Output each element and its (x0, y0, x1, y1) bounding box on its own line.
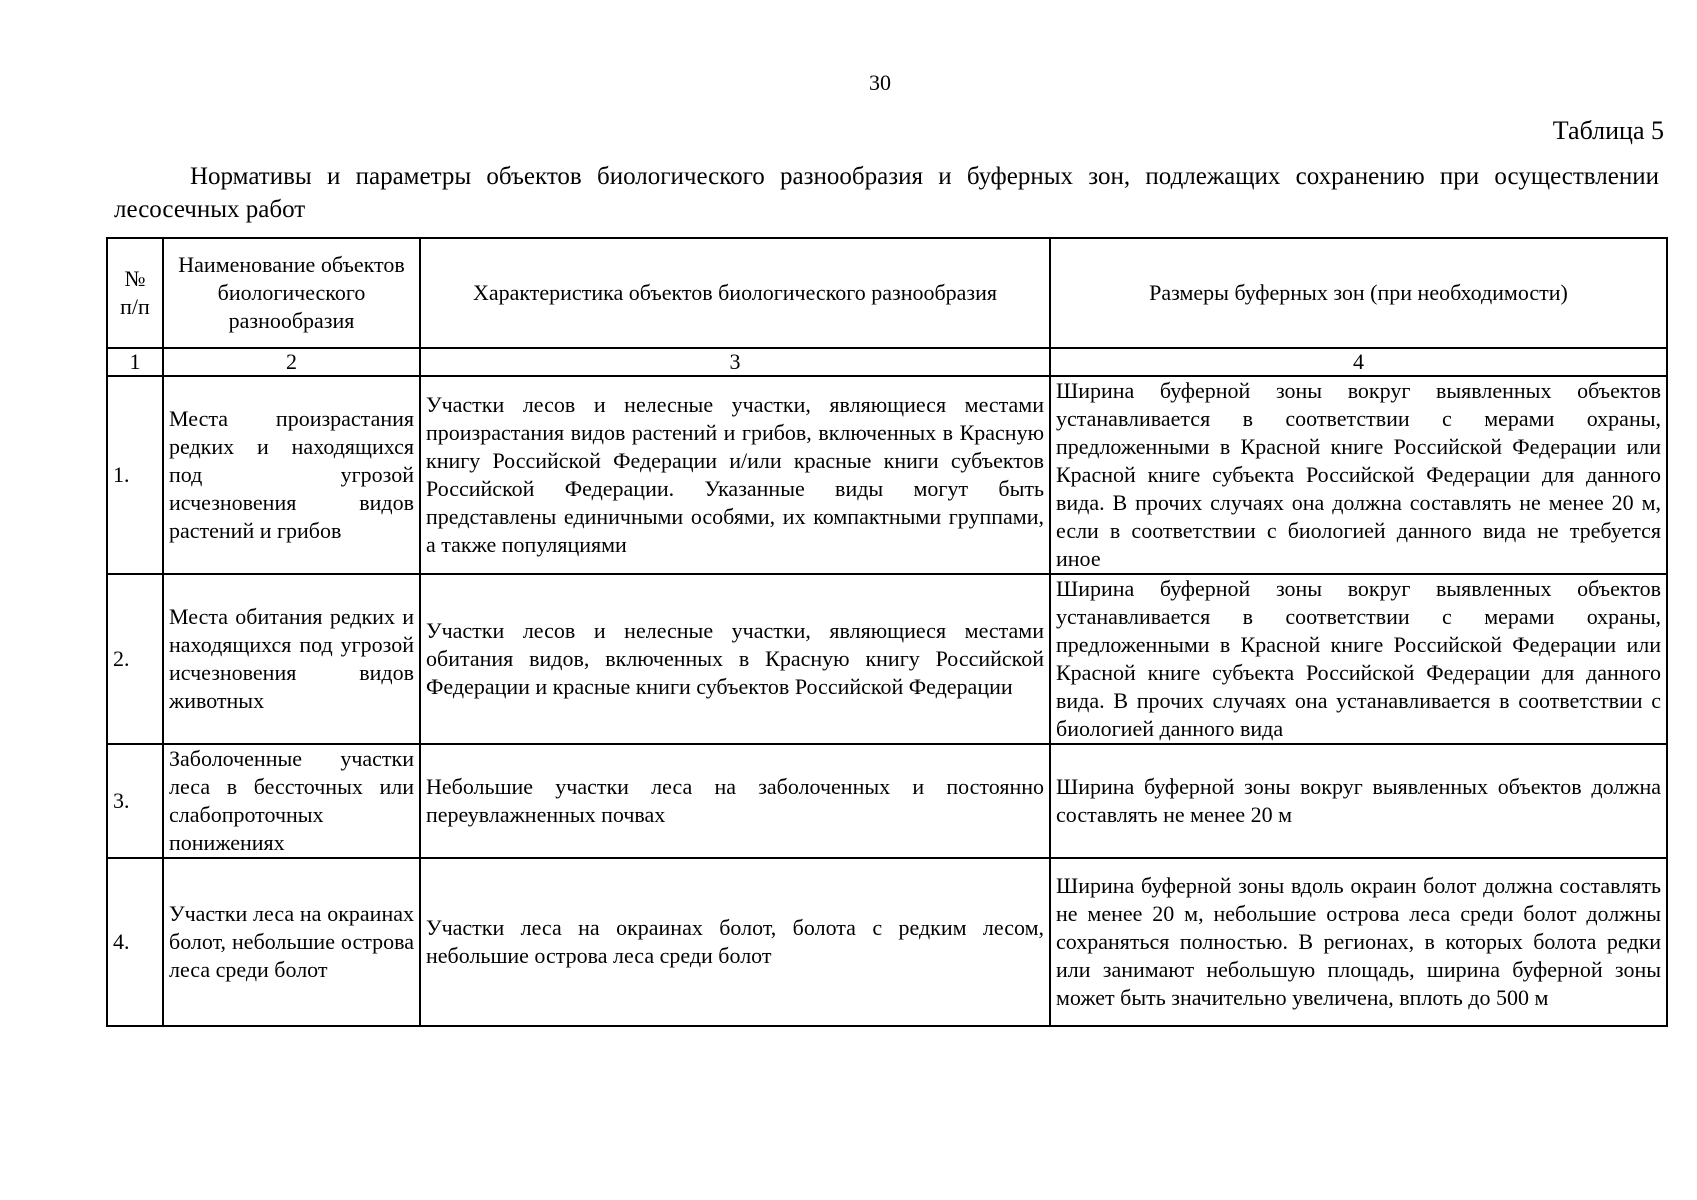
row-number: 4. (107, 858, 163, 1026)
buffer-size: Ширина буферной зоны вокруг выявленных объектов устанавливается в соответствии с мерами охраны, предложенными в Красной книге Российской Федерации или Красной книге субъекта Российской Федерации для данного вида. В прочих случаях она должна составлять не менее 20 м, если в соответствии с биологией данного вида не требуется иное (1050, 376, 1667, 574)
column-number: 1 (107, 348, 163, 376)
header-number: № п/п (107, 238, 163, 348)
object-description: Участки лесов и нелесные участки, являющиеся местами произрастания видов растений и грибов, включенных в Красную книгу Российской Федерации и/или красные книги субъектов Российской Федерации. Указанные виды могут быть представлены единичными особями, их компактными группами, а также популяциями (420, 376, 1050, 574)
column-number: 4 (1050, 348, 1667, 376)
object-name: Участки леса на окраинах болот, небольшие острова леса среди болот (163, 858, 420, 1026)
table-row (107, 744, 1667, 858)
page-number: 30 (869, 70, 891, 95)
row-number: 1. (107, 376, 163, 574)
column-number: 2 (163, 348, 420, 376)
buffer-size: Ширина буферной зоны вокруг выявленных объектов должна составлять не менее 20 м (1050, 744, 1667, 858)
object-name: Места обитания редких и находящихся под угрозой исчезновения видов животных (163, 574, 420, 744)
object-description: Небольшие участки леса на заболоченных и постоянно переувлажненных почвах (420, 744, 1050, 858)
row-number: 3. (107, 744, 163, 858)
table-label: Таблица 5 (1552, 116, 1664, 145)
header-object-name: Наименование объектов биологического разнообразия (163, 238, 420, 348)
buffer-size: Ширина буферной зоны вокруг выявленных объектов устанавливается в соответствии с мерами охраны, предложенными в Красной книге Российской Федерации или Красной книге субъекта Российской Федерации для данного вида. В прочих случаях она устанавливается в соответствии с биологией данного вида (1050, 574, 1667, 744)
header-row (107, 238, 1667, 348)
column-number-row (107, 348, 1667, 376)
table-row (107, 376, 1667, 574)
header-characteristic: Характеристика объектов биологического разнообразия (420, 238, 1050, 348)
table-row (107, 858, 1667, 1026)
object-name: Заболоченные участки леса в бессточных или слабопроточных понижениях (163, 744, 420, 858)
table-row (107, 574, 1667, 744)
object-description: Участки лесов и нелесные участки, являющиеся местами обитания видов, включенных в Красную книгу Российской Федерации и красные книги субъектов Российской Федерации (420, 574, 1050, 744)
biodiversity-table (106, 237, 1668, 1027)
buffer-size: Ширина буферной зоны вдоль окраин болот должна составлять не менее 20 м, небольшие острова леса среди болот должны сохраняться полностью. В регионах, в которых болота редки или занимают небольшую площадь, ширина буферной зоны может быть значительно увеличена, вплоть до 500 м (1050, 858, 1667, 1026)
object-description: Участки леса на окраинах болот, болота с редким лесом, небольшие острова леса среди болот (420, 858, 1050, 1026)
row-number: 2. (107, 574, 163, 744)
header-buffer-size: Размеры буферных зон (при необходимости) (1050, 238, 1667, 348)
object-name: Места произрастания редких и находящихся под угрозой исчезновения видов растений и грибов (163, 376, 420, 574)
document-title: Нормативы и параметры объектов биологического разнообразия и буферных зон, подлежащих сохранению при осуществлении лесосечных работ (114, 163, 1659, 223)
column-number: 3 (420, 348, 1050, 376)
